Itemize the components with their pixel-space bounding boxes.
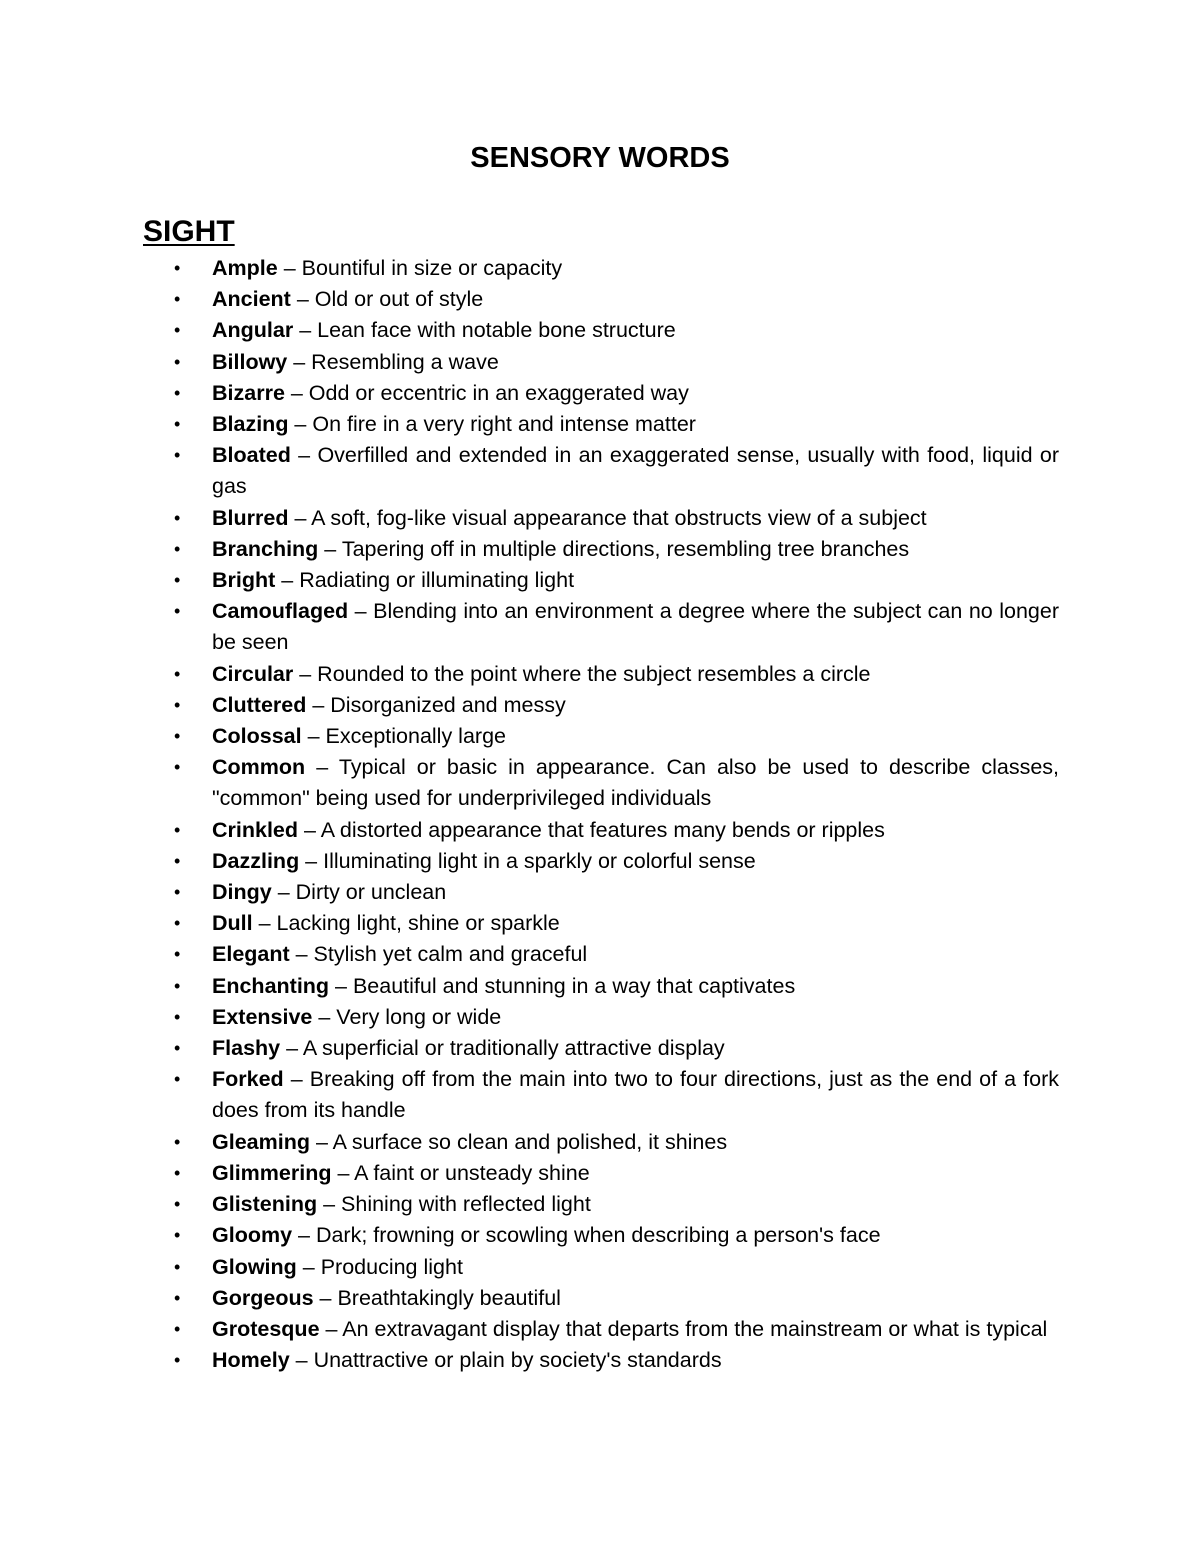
- word-definition: – A surface so clean and polished, it shines: [309, 1129, 728, 1154]
- bullet-icon: •: [174, 507, 181, 528]
- bullet-icon: •: [174, 414, 181, 435]
- word-term: Homely: [212, 1348, 290, 1373]
- list-item: [0, 378, 1059, 409]
- bullet-icon: •: [174, 351, 181, 372]
- bullet-icon: •: [174, 726, 181, 747]
- word-term: Ample: [212, 256, 278, 280]
- word-term: Camouflaged: [212, 599, 349, 624]
- bullet-icon: •: [174, 913, 181, 934]
- bullet-icon: •: [174, 1069, 181, 1090]
- word-term: Branching: [212, 536, 319, 561]
- word-term: Dazzling: [212, 848, 300, 873]
- bullet-icon: •: [174, 1006, 181, 1027]
- word-term: Extensive: [212, 1004, 313, 1029]
- word-definition: – Producing light: [296, 1254, 463, 1279]
- word-definition: – A superficial or traditionally attractive display: [280, 1036, 725, 1061]
- list-item: [0, 1220, 1059, 1251]
- list-item: [0, 1283, 1059, 1314]
- word-definition: – Rounded to the point where the subject resembles a circle: [293, 661, 871, 686]
- list-item: [0, 1158, 1059, 1189]
- word-term: Angular: [212, 318, 294, 343]
- word-term: Colossal: [212, 724, 302, 749]
- bullet-icon: •: [174, 382, 181, 403]
- word-definition: – Breathtakingly beautiful: [313, 1285, 561, 1310]
- list-item: [0, 1002, 1059, 1033]
- word-definition: – Very long or wide: [312, 1004, 502, 1029]
- list-item: [0, 971, 1059, 1002]
- word-term: Gleaming: [212, 1129, 310, 1154]
- word-term: Cluttered: [212, 692, 307, 717]
- word-term: Bright: [212, 568, 276, 593]
- word-term: Blurred: [212, 505, 289, 530]
- page-title: SENSORY WORDS: [470, 142, 730, 174]
- word-definition: – Resembling a wave: [287, 349, 499, 374]
- bullet-icon: •: [174, 1225, 181, 1246]
- list-item: [0, 440, 1059, 502]
- word-definition: – Stylish yet calm and graceful: [289, 942, 588, 967]
- word-term: Bloated: [212, 443, 291, 468]
- bullet-icon: •: [174, 1162, 181, 1183]
- bullet-icon: •: [174, 882, 181, 903]
- word-term: Enchanting: [212, 973, 330, 998]
- bullet-icon: •: [174, 445, 181, 466]
- word-term: Grotesque: [212, 1316, 320, 1341]
- word-term: Glowing: [212, 1254, 297, 1279]
- word-term: Circular: [212, 661, 294, 686]
- word-term: Bizarre: [212, 380, 285, 405]
- list-item: [0, 1064, 1059, 1126]
- bullet-icon: •: [174, 975, 181, 996]
- bullet-icon: •: [174, 757, 181, 778]
- word-definition: – Breaking off from the main into two to four directions, just as the end of a fork does from its handle: [212, 1067, 1059, 1123]
- list-item: [0, 253, 1059, 284]
- word-term: Gloomy: [212, 1223, 293, 1248]
- bullet-icon: •: [174, 1318, 181, 1339]
- list-item: [0, 534, 1059, 565]
- word-term: Crinkled: [212, 817, 299, 842]
- bullet-icon: •: [174, 289, 181, 310]
- bullet-icon: •: [174, 601, 181, 622]
- bullet-icon: •: [174, 538, 181, 559]
- bullet-icon: •: [174, 663, 181, 684]
- word-definition: – Exceptionally large: [301, 724, 506, 749]
- list-item: [0, 815, 1059, 846]
- list-item: [0, 1033, 1059, 1064]
- section-heading-sight: SIGHT: [143, 215, 235, 248]
- word-term: Blazing: [212, 412, 289, 437]
- list-item: [0, 1314, 1059, 1345]
- word-definition: – On fire in a very right and intense matter: [288, 412, 696, 437]
- list-item: [0, 409, 1059, 440]
- word-term: Ancient: [212, 287, 291, 312]
- word-term: Dingy: [212, 880, 272, 905]
- list-item: [0, 690, 1059, 721]
- word-term: Gorgeous: [212, 1285, 314, 1310]
- bullet-icon: •: [174, 570, 181, 591]
- word-definition: – Illuminating light in a sparkly or colorful sense: [299, 848, 756, 873]
- word-definition: – A faint or unsteady shine: [331, 1160, 590, 1185]
- word-term: Glimmering: [212, 1160, 332, 1185]
- bullet-icon: •: [174, 694, 181, 715]
- word-definition: – Bountiful in size or capacity: [277, 256, 563, 280]
- word-term: Common: [212, 755, 306, 780]
- bullet-icon: •: [174, 1350, 181, 1371]
- word-definition: – A soft, fog-like visual appearance that obstructs view of a subject: [288, 505, 927, 530]
- list-item: [0, 565, 1059, 596]
- list-item: [0, 939, 1059, 970]
- list-item: [0, 721, 1059, 752]
- word-definition: – A distorted appearance that features many bends or ripples: [298, 817, 885, 842]
- bullet-icon: •: [174, 1287, 181, 1308]
- list-item: [0, 596, 1059, 658]
- list-item: [0, 1127, 1059, 1158]
- word-definition: – Disorganized and messy: [306, 692, 566, 717]
- bullet-icon: •: [174, 1256, 181, 1277]
- sight-word-list: [0, 253, 1200, 1376]
- word-term: Dull: [212, 911, 253, 936]
- word-definition: – Odd or eccentric in an exaggerated way: [284, 380, 689, 405]
- bullet-icon: •: [174, 850, 181, 871]
- word-term: Elegant: [212, 942, 290, 967]
- word-definition: – Blending into an environment a degree where the subject can no longer be seen: [212, 599, 1059, 655]
- word-term: Billowy: [212, 349, 288, 374]
- bullet-icon: •: [174, 819, 181, 840]
- word-definition: – Dirty or unclean: [271, 880, 447, 905]
- word-definition: – Old or out of style: [290, 287, 484, 312]
- word-definition: – Dark; frowning or scowling when describing a person's face: [292, 1223, 881, 1248]
- word-definition: – Unattractive or plain by society's standards: [289, 1348, 722, 1373]
- list-item: [0, 846, 1059, 877]
- list-item: [0, 659, 1059, 690]
- list-item: [0, 1345, 1059, 1376]
- bullet-icon: •: [174, 944, 181, 965]
- bullet-icon: •: [174, 1194, 181, 1215]
- list-item: [0, 284, 1059, 315]
- bullet-icon: •: [174, 320, 181, 341]
- list-item: [0, 315, 1059, 346]
- list-item: [0, 347, 1059, 378]
- bullet-icon: •: [174, 1038, 181, 1059]
- bullet-icon: •: [174, 258, 181, 278]
- list-item: [0, 752, 1059, 814]
- word-definition: – An extravagant display that departs from the mainstream or what is typical: [319, 1316, 1048, 1341]
- word-definition: – Shining with reflected light: [317, 1192, 591, 1217]
- word-definition: – Typical or basic in appearance. Can also be used to describe classes, "common" being used for underprivileged individuals: [212, 755, 1059, 811]
- word-definition: – Beautiful and stunning in a way that captivates: [329, 973, 796, 998]
- bullet-icon: •: [174, 1131, 181, 1152]
- list-item: [0, 877, 1059, 908]
- word-definition: – Radiating or illuminating light: [275, 568, 575, 593]
- list-item: [0, 1252, 1059, 1283]
- word-definition: – Lean face with notable bone structure: [293, 318, 676, 343]
- word-definition: – Overfilled and extended in an exaggerated sense, usually with food, liquid or gas: [212, 443, 1059, 499]
- word-term: Glistening: [212, 1192, 318, 1217]
- word-definition: – Lacking light, shine or sparkle: [252, 911, 560, 936]
- word-term: Forked: [212, 1067, 284, 1092]
- list-item: [0, 1189, 1059, 1220]
- word-definition: – Tapering off in multiple directions, resembling tree branches: [318, 536, 910, 561]
- list-item: [0, 908, 1059, 939]
- word-term: Flashy: [212, 1036, 281, 1061]
- list-item: [0, 503, 1059, 534]
